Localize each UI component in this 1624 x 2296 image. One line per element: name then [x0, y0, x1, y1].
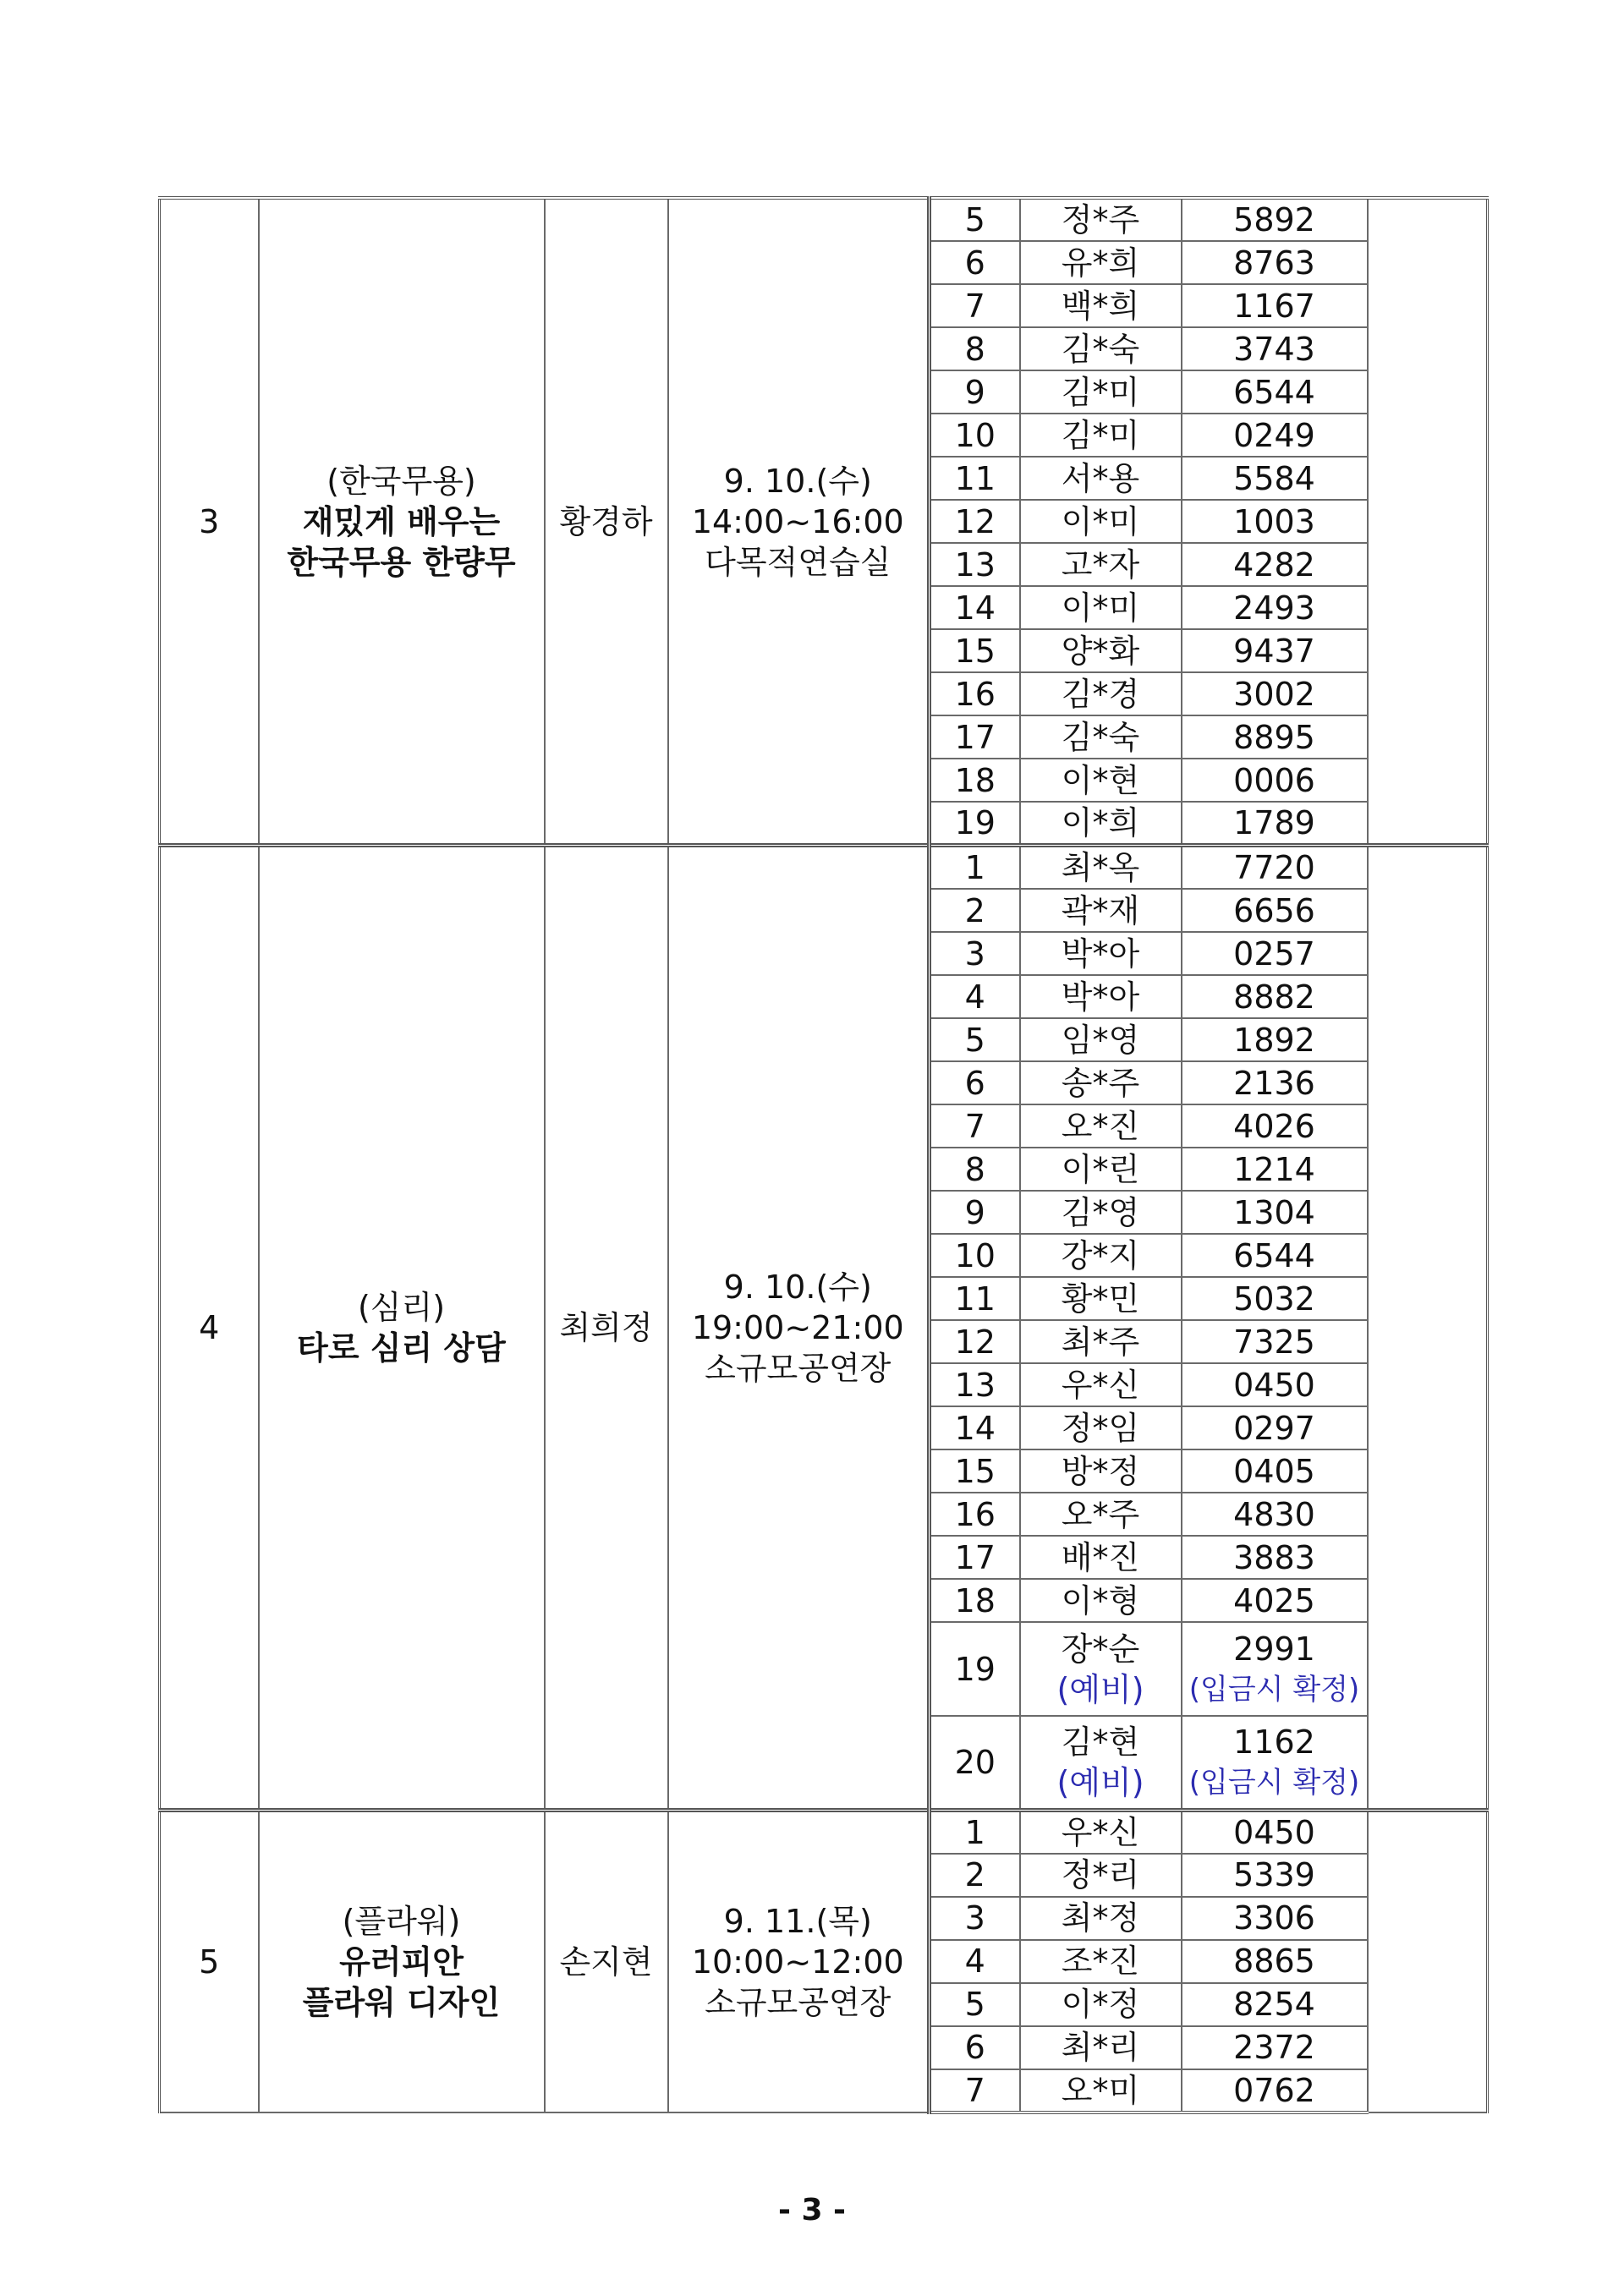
phone-last-digits: 6544: [1182, 1234, 1368, 1277]
course-category: (한국무용): [326, 462, 476, 500]
participant-name: 배*진: [1020, 1536, 1182, 1579]
reserve-note: (예비): [1056, 1763, 1144, 1801]
phone-last-digits: 8882: [1182, 975, 1368, 1018]
phone-last-digits: 6544: [1182, 370, 1368, 414]
participant-name: 우*신: [1020, 1810, 1182, 1854]
participant-number: 18: [930, 1579, 1020, 1622]
phone-last-digits: 7720: [1182, 846, 1368, 890]
remarks-cell: [1368, 846, 1488, 1811]
table-row: [160, 1810, 1488, 1854]
participant-name: 김*미: [1020, 414, 1182, 457]
schedule-time: 10:00~12:00: [691, 1943, 904, 1981]
participant-name: 오*미: [1020, 2069, 1182, 2112]
participant-number: 14: [930, 1406, 1020, 1449]
participant-name: 김*숙: [1020, 327, 1182, 370]
participant-number: 9: [930, 370, 1020, 414]
phone-last-digits: 2372: [1182, 2026, 1368, 2069]
course-number: 5: [160, 1810, 259, 2112]
participant-number: 19: [930, 1622, 1020, 1716]
participant-name: 이*미: [1020, 586, 1182, 629]
phone-last-digits: 0450: [1182, 1363, 1368, 1406]
schedule-cell: [668, 846, 930, 1811]
table-row: [160, 198, 1488, 241]
phone-last-digits: 5584: [1182, 457, 1368, 500]
phone-last-digits: 8254: [1182, 1983, 1368, 2026]
participant-number: 19: [930, 802, 1020, 846]
phone-last-digits: 0297: [1182, 1406, 1368, 1449]
course-title-line: 플라워 디자인: [302, 1983, 501, 2021]
participant-number: 15: [930, 629, 1020, 672]
participant-name: 조*진: [1020, 1940, 1182, 1983]
participant-name: 김*경: [1020, 672, 1182, 715]
participant-name: 오*진: [1020, 1104, 1182, 1148]
participant-number: 12: [930, 500, 1020, 543]
participant-name: 정*임: [1020, 1406, 1182, 1449]
phone-last-digits: 4282: [1182, 543, 1368, 586]
participant-name: 송*주: [1020, 1061, 1182, 1104]
participant-number: 6: [930, 241, 1020, 284]
participant-name: 박*아: [1020, 975, 1182, 1018]
participant-number: 9: [930, 1191, 1020, 1234]
participant-name: 백*희: [1020, 284, 1182, 327]
participant-name: 이*린: [1020, 1148, 1182, 1191]
table-row: [160, 846, 1488, 890]
participant-number: 14: [930, 586, 1020, 629]
participant-name: 오*주: [1020, 1493, 1182, 1536]
schedule-date: 9. 10.(수): [723, 1268, 872, 1306]
phone-last-digits: 1304: [1182, 1191, 1368, 1234]
reserve-note: (예비): [1056, 1670, 1144, 1708]
course-title-line: 재밌게 배우는: [302, 502, 501, 540]
phone-last-digits: 4026: [1182, 1104, 1368, 1148]
participant-number: 11: [930, 1277, 1020, 1320]
participant-name: 이*미: [1020, 500, 1182, 543]
course-title-line: 유러피안: [339, 1943, 464, 1981]
phone-last-digits: 1789: [1182, 802, 1368, 846]
schedule-place: 다목적연습실: [705, 543, 892, 581]
participant-number: 18: [930, 759, 1020, 802]
phone-last-digits: 1003: [1182, 500, 1368, 543]
instructor-name: 손지현: [545, 1810, 668, 2112]
participant-name: 김*미: [1020, 370, 1182, 414]
participant-name: 최*주: [1020, 1320, 1182, 1363]
phone-last-digits-text: 2991: [1233, 1630, 1315, 1668]
participant-number: 2: [930, 889, 1020, 932]
participant-name: 김*영: [1020, 1191, 1182, 1234]
course-title-cell: [259, 198, 545, 846]
participant-name: 최*정: [1020, 1897, 1182, 1940]
participant-number: 3: [930, 932, 1020, 975]
participant-name: 우*신: [1020, 1363, 1182, 1406]
course-title-cell: [259, 1810, 545, 2112]
phone-last-digits: 1892: [1182, 1018, 1368, 1061]
participant-number: 7: [930, 284, 1020, 327]
participant-name: [1020, 1716, 1182, 1810]
phone-last-digits-text: 1162: [1233, 1723, 1315, 1761]
participant-name-text: 장*순: [1061, 1630, 1140, 1668]
participant-number: 12: [930, 1320, 1020, 1363]
participant-number: 8: [930, 1148, 1020, 1191]
course-category: (플라워): [342, 1902, 461, 1940]
phone-last-digits: 5892: [1182, 198, 1368, 241]
participant-name: 박*아: [1020, 932, 1182, 975]
phone-last-digits: 8865: [1182, 1940, 1368, 1983]
participant-number: 13: [930, 1363, 1020, 1406]
phone-last-digits: 1167: [1182, 284, 1368, 327]
participant-name: 이*형: [1020, 1579, 1182, 1622]
participant-number: 3: [930, 1897, 1020, 1940]
participant-number: 4: [930, 1940, 1020, 1983]
participant-name: 유*희: [1020, 241, 1182, 284]
course-title-line: 타로 심리 상담: [297, 1329, 506, 1367]
participant-name: [1020, 1622, 1182, 1716]
page-number: - 3 -: [778, 2193, 846, 2228]
participant-number: 5: [930, 1983, 1020, 2026]
phone-last-digits: 0450: [1182, 1810, 1368, 1854]
participant-number: 8: [930, 327, 1020, 370]
phone-last-digits: 1214: [1182, 1148, 1368, 1191]
phone-last-digits: 4830: [1182, 1493, 1368, 1536]
participant-name: 방*정: [1020, 1449, 1182, 1493]
participant-number: 17: [930, 1536, 1020, 1579]
course-number: 4: [160, 846, 259, 1811]
table-body: [160, 198, 1488, 2112]
schedule-place: 소규모공연장: [705, 1983, 892, 2021]
participant-number: 6: [930, 2026, 1020, 2069]
participant-name: 강*지: [1020, 1234, 1182, 1277]
participant-number: 5: [930, 198, 1020, 241]
participant-number: 17: [930, 715, 1020, 759]
participant-name: 황*민: [1020, 1277, 1182, 1320]
phone-last-digits: 3306: [1182, 1897, 1368, 1940]
remarks-cell: [1368, 1810, 1488, 2112]
participant-number: 2: [930, 1854, 1020, 1897]
schedule-time: 14:00~16:00: [691, 502, 904, 540]
participant-name: 김*숙: [1020, 715, 1182, 759]
schedule-cell: [668, 198, 930, 846]
phone-last-digits: 4025: [1182, 1579, 1368, 1622]
phone-last-digits: 7325: [1182, 1320, 1368, 1363]
participant-number: 15: [930, 1449, 1020, 1493]
course-title-line: 한국무용 한량무: [287, 543, 516, 581]
participant-name: 이*현: [1020, 759, 1182, 802]
payment-note: (입금시 확정): [1188, 1672, 1360, 1707]
phone-last-digits: 8895: [1182, 715, 1368, 759]
participant-name: 서*용: [1020, 457, 1182, 500]
phone-last-digits: 0249: [1182, 414, 1368, 457]
schedule-date: 9. 10.(수): [723, 462, 872, 500]
participant-number: 6: [930, 1061, 1020, 1104]
phone-last-digits: 2136: [1182, 1061, 1368, 1104]
participant-name: 고*자: [1020, 543, 1182, 586]
participant-name: 이*정: [1020, 1983, 1182, 2026]
participant-number: 16: [930, 672, 1020, 715]
schedule-time: 19:00~21:00: [691, 1308, 904, 1346]
participant-number: 10: [930, 1234, 1020, 1277]
phone-last-digits: 3743: [1182, 327, 1368, 370]
participant-name: 정*리: [1020, 1854, 1182, 1897]
phone-last-digits: [1182, 1716, 1368, 1810]
participant-table: [158, 196, 1489, 2114]
phone-last-digits: 3883: [1182, 1536, 1368, 1579]
participant-name: 임*영: [1020, 1018, 1182, 1061]
payment-note: (입금시 확정): [1188, 1765, 1360, 1800]
phone-last-digits: 5339: [1182, 1854, 1368, 1897]
participant-name: 최*옥: [1020, 846, 1182, 890]
phone-last-digits: 8763: [1182, 241, 1368, 284]
phone-last-digits: 0006: [1182, 759, 1368, 802]
participant-name: 양*화: [1020, 629, 1182, 672]
phone-last-digits: 3002: [1182, 672, 1368, 715]
participant-number: 7: [930, 1104, 1020, 1148]
participant-number: 13: [930, 543, 1020, 586]
participant-number: 7: [930, 2069, 1020, 2112]
participant-number: 16: [930, 1493, 1020, 1536]
participant-number: 5: [930, 1018, 1020, 1061]
phone-last-digits: 0762: [1182, 2069, 1368, 2112]
phone-last-digits: 5032: [1182, 1277, 1368, 1320]
participant-name-text: 김*현: [1061, 1723, 1140, 1761]
participant-name: 최*리: [1020, 2026, 1182, 2069]
participant-number: 11: [930, 457, 1020, 500]
phone-last-digits: 0257: [1182, 932, 1368, 975]
participant-number: 1: [930, 1810, 1020, 1854]
participant-number: 1: [930, 846, 1020, 890]
course-number: 3: [160, 198, 259, 846]
participant-name: 이*희: [1020, 802, 1182, 846]
phone-last-digits: 0405: [1182, 1449, 1368, 1493]
phone-last-digits: [1182, 1622, 1368, 1716]
participant-number: 4: [930, 975, 1020, 1018]
course-category: (심리): [357, 1288, 446, 1326]
schedule-cell: [668, 1810, 930, 2112]
schedule-date: 9. 11.(목): [723, 1902, 872, 1940]
participant-number: 10: [930, 414, 1020, 457]
participant-number: 20: [930, 1716, 1020, 1810]
phone-last-digits: 6656: [1182, 889, 1368, 932]
course-title-cell: [259, 846, 545, 1811]
instructor-name: 최희정: [545, 846, 668, 1811]
phone-last-digits: 9437: [1182, 629, 1368, 672]
remarks-cell: [1368, 198, 1488, 846]
instructor-name: 황경하: [545, 198, 668, 846]
participant-name: 정*주: [1020, 198, 1182, 241]
schedule-place: 소규모공연장: [705, 1349, 892, 1387]
phone-last-digits: 2493: [1182, 586, 1368, 629]
participant-name: 곽*재: [1020, 889, 1182, 932]
